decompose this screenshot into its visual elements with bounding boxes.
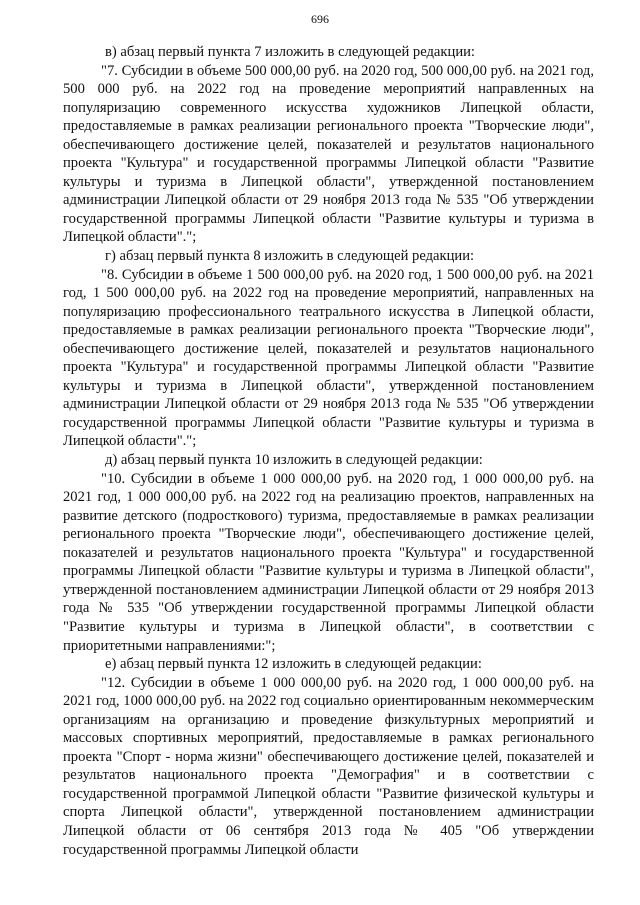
clause-8-text: "8. Субсидии в объеме 1 500 000,00 руб. на 2020 год, 1 500 000,00 руб. на 2021 год, 1 500 000,00 руб. на 2022 год на проведение мероприятий, направленных на популяризацию профессионального театрального искусства в Липецкой области, предоставляемые в рамках реализации регионального проекта "Творческие люди", обеспечивающего достижение целей, показателей и результатов национального проекта "Культура" и государственной программы Липецкой области "Развитие культуры и туризма в Липецкой области", утвержденной постановлением администрации Липецкой области от 29 ноября 2013 года № 535 "Об утверждении государственной программы Липецкой области "Развитие культуры и туризма в Липецкой области"."; (63, 266, 594, 450)
clause-10-text: "10. Субсидии в объеме 1 000 000,00 руб. на 2020 год, 1 000 000,00 руб. на 2021 год, 1 000 000,00 руб. на 2022 год на реализацию проектов, направленных на развитие детского (подросткового) туризма, предоставляемые в рамках реализации регионального проекта "Творческие люди", обеспечивающего достижение целей, показателей и результатов национального проекта "Культура" и государственной программы Липецкой области "Развитие культуры и туризма в Липецкой области", утвержденной постановлением администрации Липецкой области от 29 ноября 2013 года № 535 "Об утверждении государственной программы Липецкой области "Развитие культуры и туризма в Липецкой области", в соответствии с приоритетными направлениями:"; (63, 470, 594, 654)
amendment-heading-d: д) абзац первый пункта 10 изложить в следующей редакции: (105, 452, 483, 469)
clause-12-text: "12. Субсидии в объеме 1 000 000,00 руб. на 2020 год, 1 000 000,00 руб. на 2021 год, 1000 000,00 руб. на 2022 год социально ориентированным некоммерческим организациям на организацию и проведение физкультурных мероприятий и массовых спортивных мероприятий, предоставляемые в рамках регионального проекта "Спорт - норма жизни" обеспечивающего достижение целей, показателей и результатов национального проекта "Демография" и в соответствии с государственной программой Липецкой области "Развитие физической культуры и спорта Липецкой области", утвержденной постановлением администрации Липецкой области от 06 сентября 2013 года № 405 "Об утверждении государственной программы Липецкой области (63, 674, 594, 858)
amendment-heading-v: в) абзац первый пункта 7 изложить в следующей редакции: (105, 44, 475, 60)
amendment-heading-e: е) абзац первый пункта 12 изложить в следующей редакции: (105, 656, 482, 673)
page-number: 696 (311, 12, 329, 26)
document-body (63, 43, 594, 859)
amendment-heading-g: г) абзац первый пункта 8 изложить в следующей редакции: (105, 248, 475, 265)
clause-7-text: "7. Субсидии в объеме 500 000,00 руб. на 2020 год, 500 000,00 руб. на 2021 год, 500 000 руб. на 2022 год на проведение мероприятий направленных на популяризацию современного искусства художников Липецкой области, предоставляемые в рамках реализации регионального проекта "Творческие люди", обеспечивающего достижение целей, показателей и результатов национального проекта "Культура" и государственной программы Липецкой области "Развитие культуры и туризма в Липецкой области", утвержденной постановлением администрации Липецкой области от 29 ноября 2013 года № 535 "Об утверждении государственной программы Липецкой области "Развитие культуры и туризма в Липецкой области"."; (63, 62, 594, 246)
